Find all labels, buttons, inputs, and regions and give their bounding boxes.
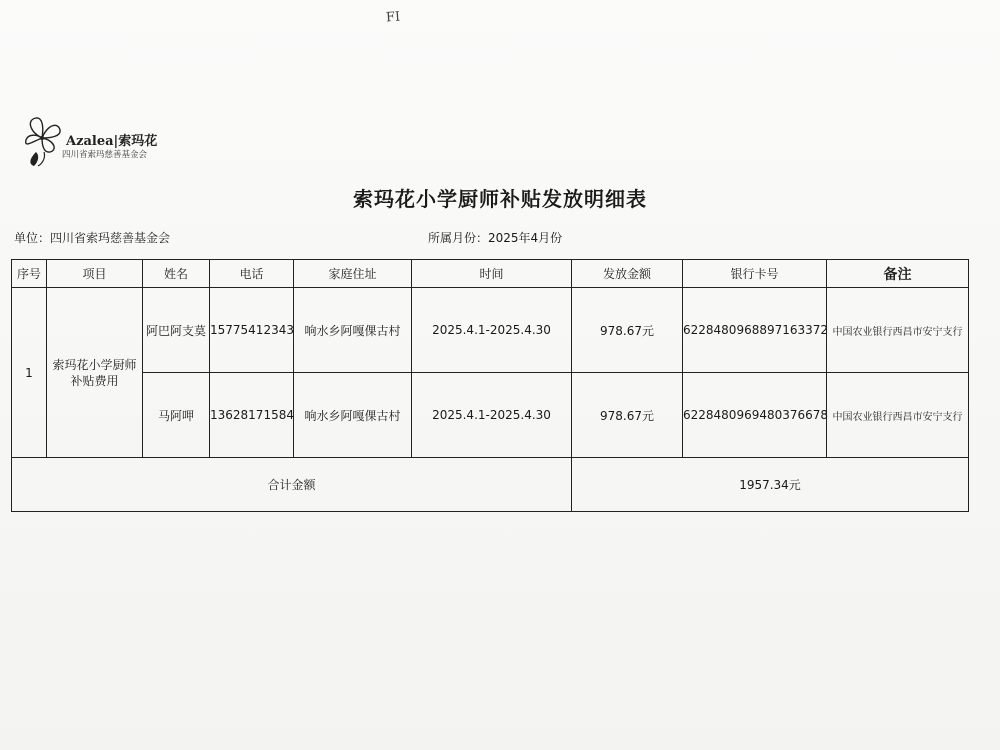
cell-index: 1 xyxy=(12,288,47,458)
handwritten-mark: FI xyxy=(385,9,401,26)
cell-project: 索玛花小学厨师补贴费用 xyxy=(47,288,143,458)
cell-name: 阿巴阿支莫 xyxy=(143,288,210,373)
header-amount: 发放金额 xyxy=(572,260,683,288)
table-row xyxy=(12,373,969,458)
table-total-row xyxy=(12,458,969,512)
table-row xyxy=(12,288,969,373)
cell-period: 2025.4.1-2025.4.30 xyxy=(412,373,572,458)
cell-phone: 15775412343 xyxy=(210,288,294,373)
header-card: 银行卡号 xyxy=(683,260,827,288)
foundation-logo xyxy=(22,112,182,168)
cell-note: 中国农业银行西昌市安宁支行 xyxy=(827,373,969,458)
cell-name: 马阿呷 xyxy=(143,373,210,458)
total-label: 合计金额 xyxy=(12,458,572,512)
cell-phone: 13628171584 xyxy=(210,373,294,458)
logo-name: Azalea|索玛花 xyxy=(66,134,158,149)
cell-period: 2025.4.1-2025.4.30 xyxy=(412,288,572,373)
cell-address: 响水乡阿嘎倮古村 xyxy=(294,373,412,458)
header-phone: 电话 xyxy=(210,260,294,288)
meta-unit: 单位：四川省索玛慈善基金会 xyxy=(14,231,171,245)
table-header-row xyxy=(12,260,969,288)
header-index: 序号 xyxy=(12,260,47,288)
cell-amount: 978.67元 xyxy=(572,373,683,458)
header-name: 姓名 xyxy=(143,260,210,288)
cell-amount: 978.67元 xyxy=(572,288,683,373)
header-address: 家庭住址 xyxy=(294,260,412,288)
total-amount: 1957.34元 xyxy=(572,458,969,512)
header-note: 备注 xyxy=(827,260,969,288)
logo-subtitle: 四川省索玛慈善基金会 xyxy=(62,150,148,160)
cell-address: 响水乡阿嘎倮古村 xyxy=(294,288,412,373)
cell-card: 6228480969480376678 xyxy=(683,373,827,458)
azalea-flower-icon xyxy=(22,112,64,168)
cell-card: 6228480968897163372 xyxy=(683,288,827,373)
header-period: 时间 xyxy=(412,260,572,288)
meta-month: 所属月份：2025年4月份 xyxy=(428,231,563,245)
document-title: 索玛花小学厨师补贴发放明细表 xyxy=(353,187,647,211)
subsidy-table xyxy=(11,259,969,512)
header-project: 项目 xyxy=(47,260,143,288)
cell-note: 中国农业银行西昌市安宁支行 xyxy=(827,288,969,373)
